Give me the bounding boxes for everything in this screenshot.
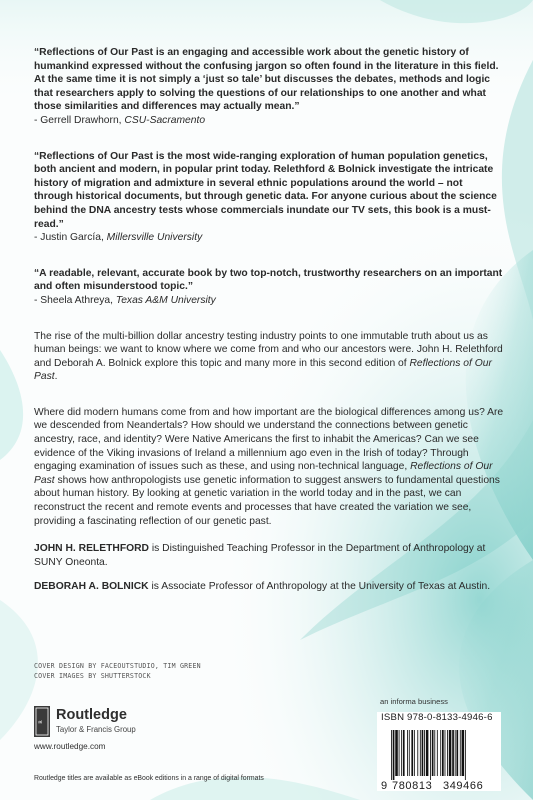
reviewer-affiliation: Millersville University xyxy=(106,232,203,244)
barcode-bar xyxy=(403,730,405,776)
barcode-bar xyxy=(465,730,466,780)
book-title-italic: Reflections of Our Past xyxy=(34,461,493,486)
svg-text:R: R xyxy=(39,720,44,724)
cover-images-credit: COVER IMAGES BY SHUTTERSTOCK xyxy=(34,672,151,680)
author-bio-text: is Associate Professor of Anthropology at the University of Texas at Austin. xyxy=(148,581,491,593)
barcode-bar xyxy=(452,730,454,776)
description-text: shows how anthropologists use genetic information to suggest answers to fundamental questions about human history. By looking at genetic variation in the world today and in the past, we can reconstruct the recent and remote events and processes that have created the variation we see, providing a fascinating reflection of our genetic past. xyxy=(34,474,500,527)
barcode-bar xyxy=(420,730,421,776)
reviewer-name: - Gerrell Drawhorn, xyxy=(34,114,125,126)
description-text: . xyxy=(54,371,58,383)
barcode-bar xyxy=(395,730,398,776)
description-paragraph-1 xyxy=(34,330,504,384)
reviewer-name: - Justin García, xyxy=(34,232,107,244)
barcode-bar xyxy=(447,730,448,776)
barcode-bar xyxy=(411,730,413,776)
barcode-bar xyxy=(417,730,418,776)
author-bio-text: is Distinguished Teaching Professor in the Department of Anthropology at SUNY Oneonta. xyxy=(34,543,486,568)
barcode-digit-first: 9 xyxy=(381,780,388,791)
publisher-name: Routledge xyxy=(56,707,127,723)
review-attribution xyxy=(34,114,504,128)
review-text: “A readable, relevant, accurate book by two top-notch, trustworthy researchers on an important and often misunderstood topic.” xyxy=(34,267,503,293)
barcode-bar xyxy=(440,730,441,776)
barcode-digits-group-1: 780813 xyxy=(392,780,433,791)
barcode-bar xyxy=(460,730,461,776)
book-title-italic: Reflections of Our Past xyxy=(34,357,492,383)
publisher-group: Taylor & Francis Group xyxy=(56,725,136,734)
barcode-bar xyxy=(462,730,465,776)
barcode-bar xyxy=(401,730,402,776)
cover-credits xyxy=(34,661,294,681)
description-text: Where did modern humans come from and how important are the biological differences among us? Are we descended from Neandertals? How should we understand the connections between genetic ancestry, race, and identity? Were Native Americans the first to inhabit the Americas? Can we see evidence of the Viking invasions of Ireland a millennium ago even in the Irish of today? Through engaging examination of issues such as these, and using non-technical language, xyxy=(34,406,504,473)
isbn-barcode xyxy=(377,728,501,791)
review-quote-2 xyxy=(34,150,504,245)
barcode-bar xyxy=(407,730,408,776)
author-name: JOHN H. RELETHFORD xyxy=(34,543,149,555)
author-bio-1 xyxy=(34,542,504,569)
barcode-bar xyxy=(391,730,392,780)
routledge-mark-icon xyxy=(34,706,50,737)
ebook-availability-note: Routledge titles are available as eBook editions in a range of digital formats xyxy=(34,775,264,782)
isbn-number: ISBN 978-0-8133-4946-6 xyxy=(381,712,493,723)
barcode-bar xyxy=(414,730,415,776)
barcode-bar xyxy=(399,730,400,776)
barcode-bar xyxy=(422,730,424,776)
review-text: “Reflections of Our Past is the most wide-ranging exploration of human population genetics, both ancient and modern, in popular print today. Relethford & Bolnick investigate the intricate history of migration and admixture in several ethnic populations around the world – not through historical documents, but through genetic data. For anyone curious about the science behind the DNA ancestry tests whose commercials inundate our TV sets, this book is a must-read.” xyxy=(34,150,497,230)
barcode-bar xyxy=(455,730,456,776)
review-text: “Reflections of Our Past is an engaging and accessible work about the genetic history of humankind expressed without the confusing jargon so often found in the literature in this field. At the same time it is not simply a ‘just so tale’ but discusses the debates, methods and logic that researchers apply to solving the questions of our relationships to one another and what those similarities and differences may actually mean.” xyxy=(34,47,499,113)
review-quote-3 xyxy=(34,267,504,308)
barcode-bar xyxy=(434,730,435,776)
review-quote-1 xyxy=(34,46,504,128)
barcode-digits-group-2: 349466 xyxy=(443,780,484,791)
reviewer-affiliation: CSU-Sacramento xyxy=(124,114,206,126)
back-cover-text xyxy=(34,46,504,605)
barcode-bar xyxy=(424,730,425,776)
barcode-bar xyxy=(432,730,434,776)
publisher-url[interactable]: www.routledge.com xyxy=(34,742,106,751)
informa-business-label: an informa business xyxy=(380,697,448,706)
reviewer-affiliation: Texas A&M University xyxy=(115,294,216,306)
barcode-bars xyxy=(391,730,466,780)
review-attribution xyxy=(34,231,504,245)
cover-design-credit: COVER DESIGN BY FACEOUTSTUDIO, TIM GREEN xyxy=(34,662,201,670)
reviewer-name: - Sheela Athreya, xyxy=(34,294,116,306)
review-attribution xyxy=(34,294,504,308)
author-name: DEBORAH A. BOLNICK xyxy=(34,581,149,593)
description-text: The rise of the multi-billion dollar ancestry testing industry points to one immutable truth about us as human beings: we want to know where we come from and who our ancestors were. John H. Relethford and Deborah A. Bolnick explore this topic and many more in this second edition of xyxy=(34,330,503,369)
barcode-bar xyxy=(426,730,429,776)
barcode-bar xyxy=(437,730,438,776)
barcode-bar xyxy=(445,730,446,776)
barcode-bar xyxy=(449,730,452,776)
barcode-bar xyxy=(393,730,395,780)
barcode-bar xyxy=(430,730,431,780)
barcode-bar xyxy=(456,730,458,776)
barcode-bar xyxy=(442,730,444,776)
barcode-bar xyxy=(409,730,410,776)
description-paragraph-2 xyxy=(34,406,504,528)
author-bio-2 xyxy=(34,580,504,594)
publisher-logo xyxy=(34,706,234,738)
